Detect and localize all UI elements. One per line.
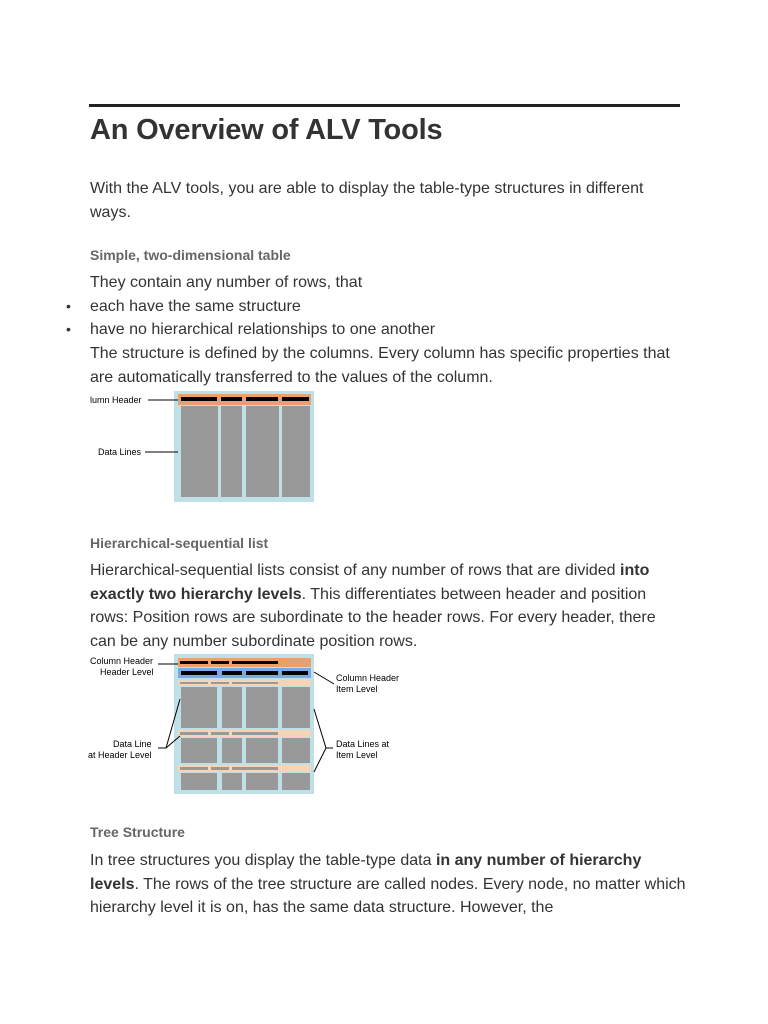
label-column-header-header-level: Header Level [100,667,154,677]
item-column [222,773,242,790]
label-column-header: lumn Header [90,395,142,405]
section-heading-tree: Tree Structure [90,824,185,840]
label-column-header-item-level: Column Header [336,673,400,683]
item-bar [181,671,217,675]
item-column [246,773,278,790]
leader-line [314,709,333,772]
header-bar [282,397,309,401]
simple-lead: They contain any number of rows, that [90,274,363,291]
section-heading-simple: Simple, two-dimensional table [90,247,291,263]
intro-paragraph: With the ALV tools, you are able to display the table-type structures in different ways. [90,180,644,221]
item-bar [246,671,278,675]
label-column-header-item-level: Item Level [336,684,378,694]
data-column [246,406,279,497]
hierarchical-paragraph [90,559,682,653]
simple-after-paragraph: The structure is defined by the columns. Every column has specific properties that are automatically transferred to the values of the column. [90,345,670,386]
text-run: . The rows of the tree structure are called nodes. Every node, no matter which hierarchy level it is on, has the same data structure. However, the [90,875,686,916]
header-bar [246,397,278,401]
section-heading-hierarchical: Hierarchical-sequential list [90,535,269,551]
item-column [222,687,242,728]
bullet-item: have no hierarchical relationships to one another [90,321,436,338]
simple-table-figure [90,390,330,506]
item-bar [222,671,242,675]
row-bar [211,767,229,770]
row-bar [180,767,208,770]
row-bar [211,732,229,735]
item-column [181,773,217,790]
data-column [282,406,310,497]
text-run: Hierarchical-sequential lists consist of any number of rows that are divided [90,562,621,579]
row-bar [232,682,278,684]
text-run: . This differentiates between header and position rows: Position rows are subordinate to the header rows. For every header, there can be any number subordinate position rows. [90,585,656,650]
row-bar [180,732,208,735]
label-data-line-header-level: at Header Level [88,750,152,760]
item-bar [282,671,308,675]
header-bar [181,397,217,401]
item-column [222,738,242,763]
item-column [246,687,278,728]
item-column [282,687,310,728]
bold-run: in any number of hierarchy levels [90,852,642,893]
label-column-header-header-level: Column Header [90,656,154,666]
text-run: In tree structures you display the table-type data [90,852,436,869]
item-column [181,738,217,763]
label-data-lines: Data Lines [98,447,142,457]
bold-run: into exactly two hierarchy levels [90,562,650,603]
item-column [282,773,310,790]
row-bar [211,682,229,684]
header-bar [211,661,229,664]
bullet-item: each have the same structure [90,298,301,315]
leader-line [314,672,334,684]
data-column [181,406,218,497]
hierarchical-list-figure [88,654,408,798]
row-bar [232,767,278,770]
label-data-line-header-level: Data Line [113,739,152,749]
tree-paragraph [90,849,686,920]
page-title: An Overview of ALV Tools [90,114,443,146]
row-bar [180,682,208,684]
header-bar [180,661,208,664]
header-bar [221,397,242,401]
item-column [181,687,217,728]
label-data-lines-item-level: Item Level [336,750,378,760]
bullet-dot: • [66,321,71,337]
item-column [282,738,310,763]
data-column [221,406,242,497]
title-rule [89,104,680,107]
bullet-dot: • [66,298,71,314]
header-bar [232,661,278,664]
label-data-lines-item-level: Data Lines at [336,739,390,749]
row-bar [232,732,278,735]
item-column [246,738,278,763]
